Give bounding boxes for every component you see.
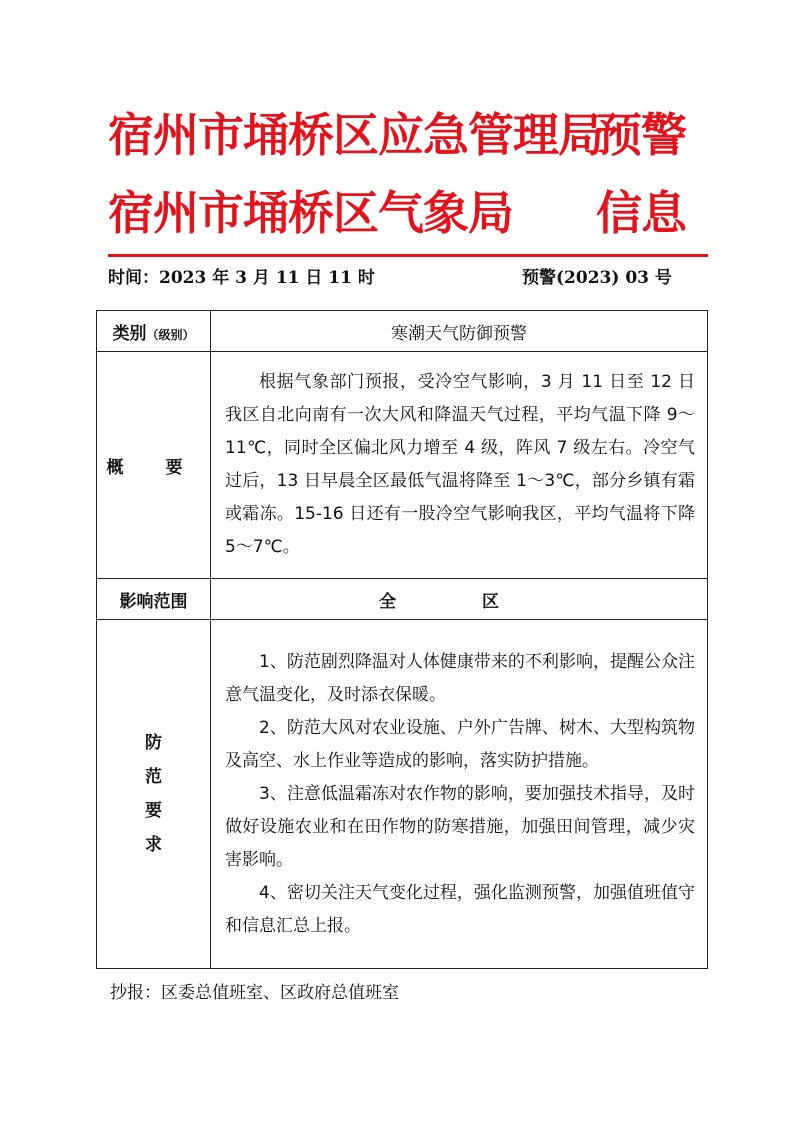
header-line-2 (108, 186, 686, 240)
scope-value: 全 区 (379, 591, 539, 612)
issue-time: 时间：2023 年 3 月 11 日 11 时 (108, 268, 375, 288)
table-row-requirements (97, 620, 708, 969)
warning-table (96, 310, 708, 969)
requirements-label-line-1: 防 范 (145, 733, 190, 787)
category-label-cell (97, 311, 211, 352)
requirement-item-3: 3、注意低温霜冻对农作物的影响，要加强技术指导，及时做好设施农业和在田作物的防寒措施，加强田间管理，减少灾害影响。 (225, 783, 695, 870)
document-number: 预警(2023) 03 号 (522, 268, 672, 288)
requirements-cell (211, 620, 708, 969)
issuer-emergency-bureau: 宿州市埇桥区应急管理局 (108, 108, 603, 162)
category-value: 寒潮天气防御预警 (211, 311, 708, 352)
scope-cell (211, 579, 708, 620)
table-row-summary (97, 352, 708, 579)
copy-to-line: 抄报：区委总值班室、区政府总值班室 (110, 983, 399, 1003)
summary-cell (211, 352, 708, 579)
table-row-scope (97, 579, 708, 620)
category-label: 类别 (112, 323, 147, 344)
category-label-small: （级别） (146, 327, 195, 342)
requirements-label-line-2: 要 求 (145, 801, 190, 855)
scope-label: 影响范围 (97, 579, 211, 620)
requirement-item-4: 4、密切关注天气变化过程，强化监测预警，加强值班值守和信息汇总上报。 (225, 882, 695, 936)
table-row-category (97, 311, 708, 352)
document-meta (108, 263, 708, 287)
issuer-meteorological-bureau: 宿州市埇桥区气象局 (108, 186, 513, 240)
summary-label-cell (97, 352, 211, 579)
header-tag-warning: 预警 (596, 108, 686, 162)
summary-text: 根据气象部门预报，受冷空气影响，3 月 11 日至 12 日我区自北向南有一次大风和降温天气过程，平均气温下降 9～11℃，同时全区偏北风力增至 4 级，阵风 7 级左右。冷空气过后，13 日早晨全区最低气温将降至 1～3℃，部分乡镇有霜或霜冻。15-16 日还有一股冷空气影响我区，平均气温将下降 5～7℃。 (225, 372, 695, 557)
requirement-item-1: 1、防范剧烈降温对人体健康带来的不利影响，提醒公众注意气温变化，及时添衣保暖。 (225, 651, 695, 705)
header-line-1 (108, 108, 686, 162)
summary-label: 概 要 (106, 457, 201, 478)
header-divider (108, 254, 708, 257)
header-tag-info: 信息 (596, 186, 686, 240)
requirements-label-cell (97, 620, 211, 969)
requirement-item-2: 2、防范大风对农业设施、户外广告牌、树木、大型构筑物及高空、水上作业等造成的影响，落实防护措施。 (225, 717, 695, 771)
